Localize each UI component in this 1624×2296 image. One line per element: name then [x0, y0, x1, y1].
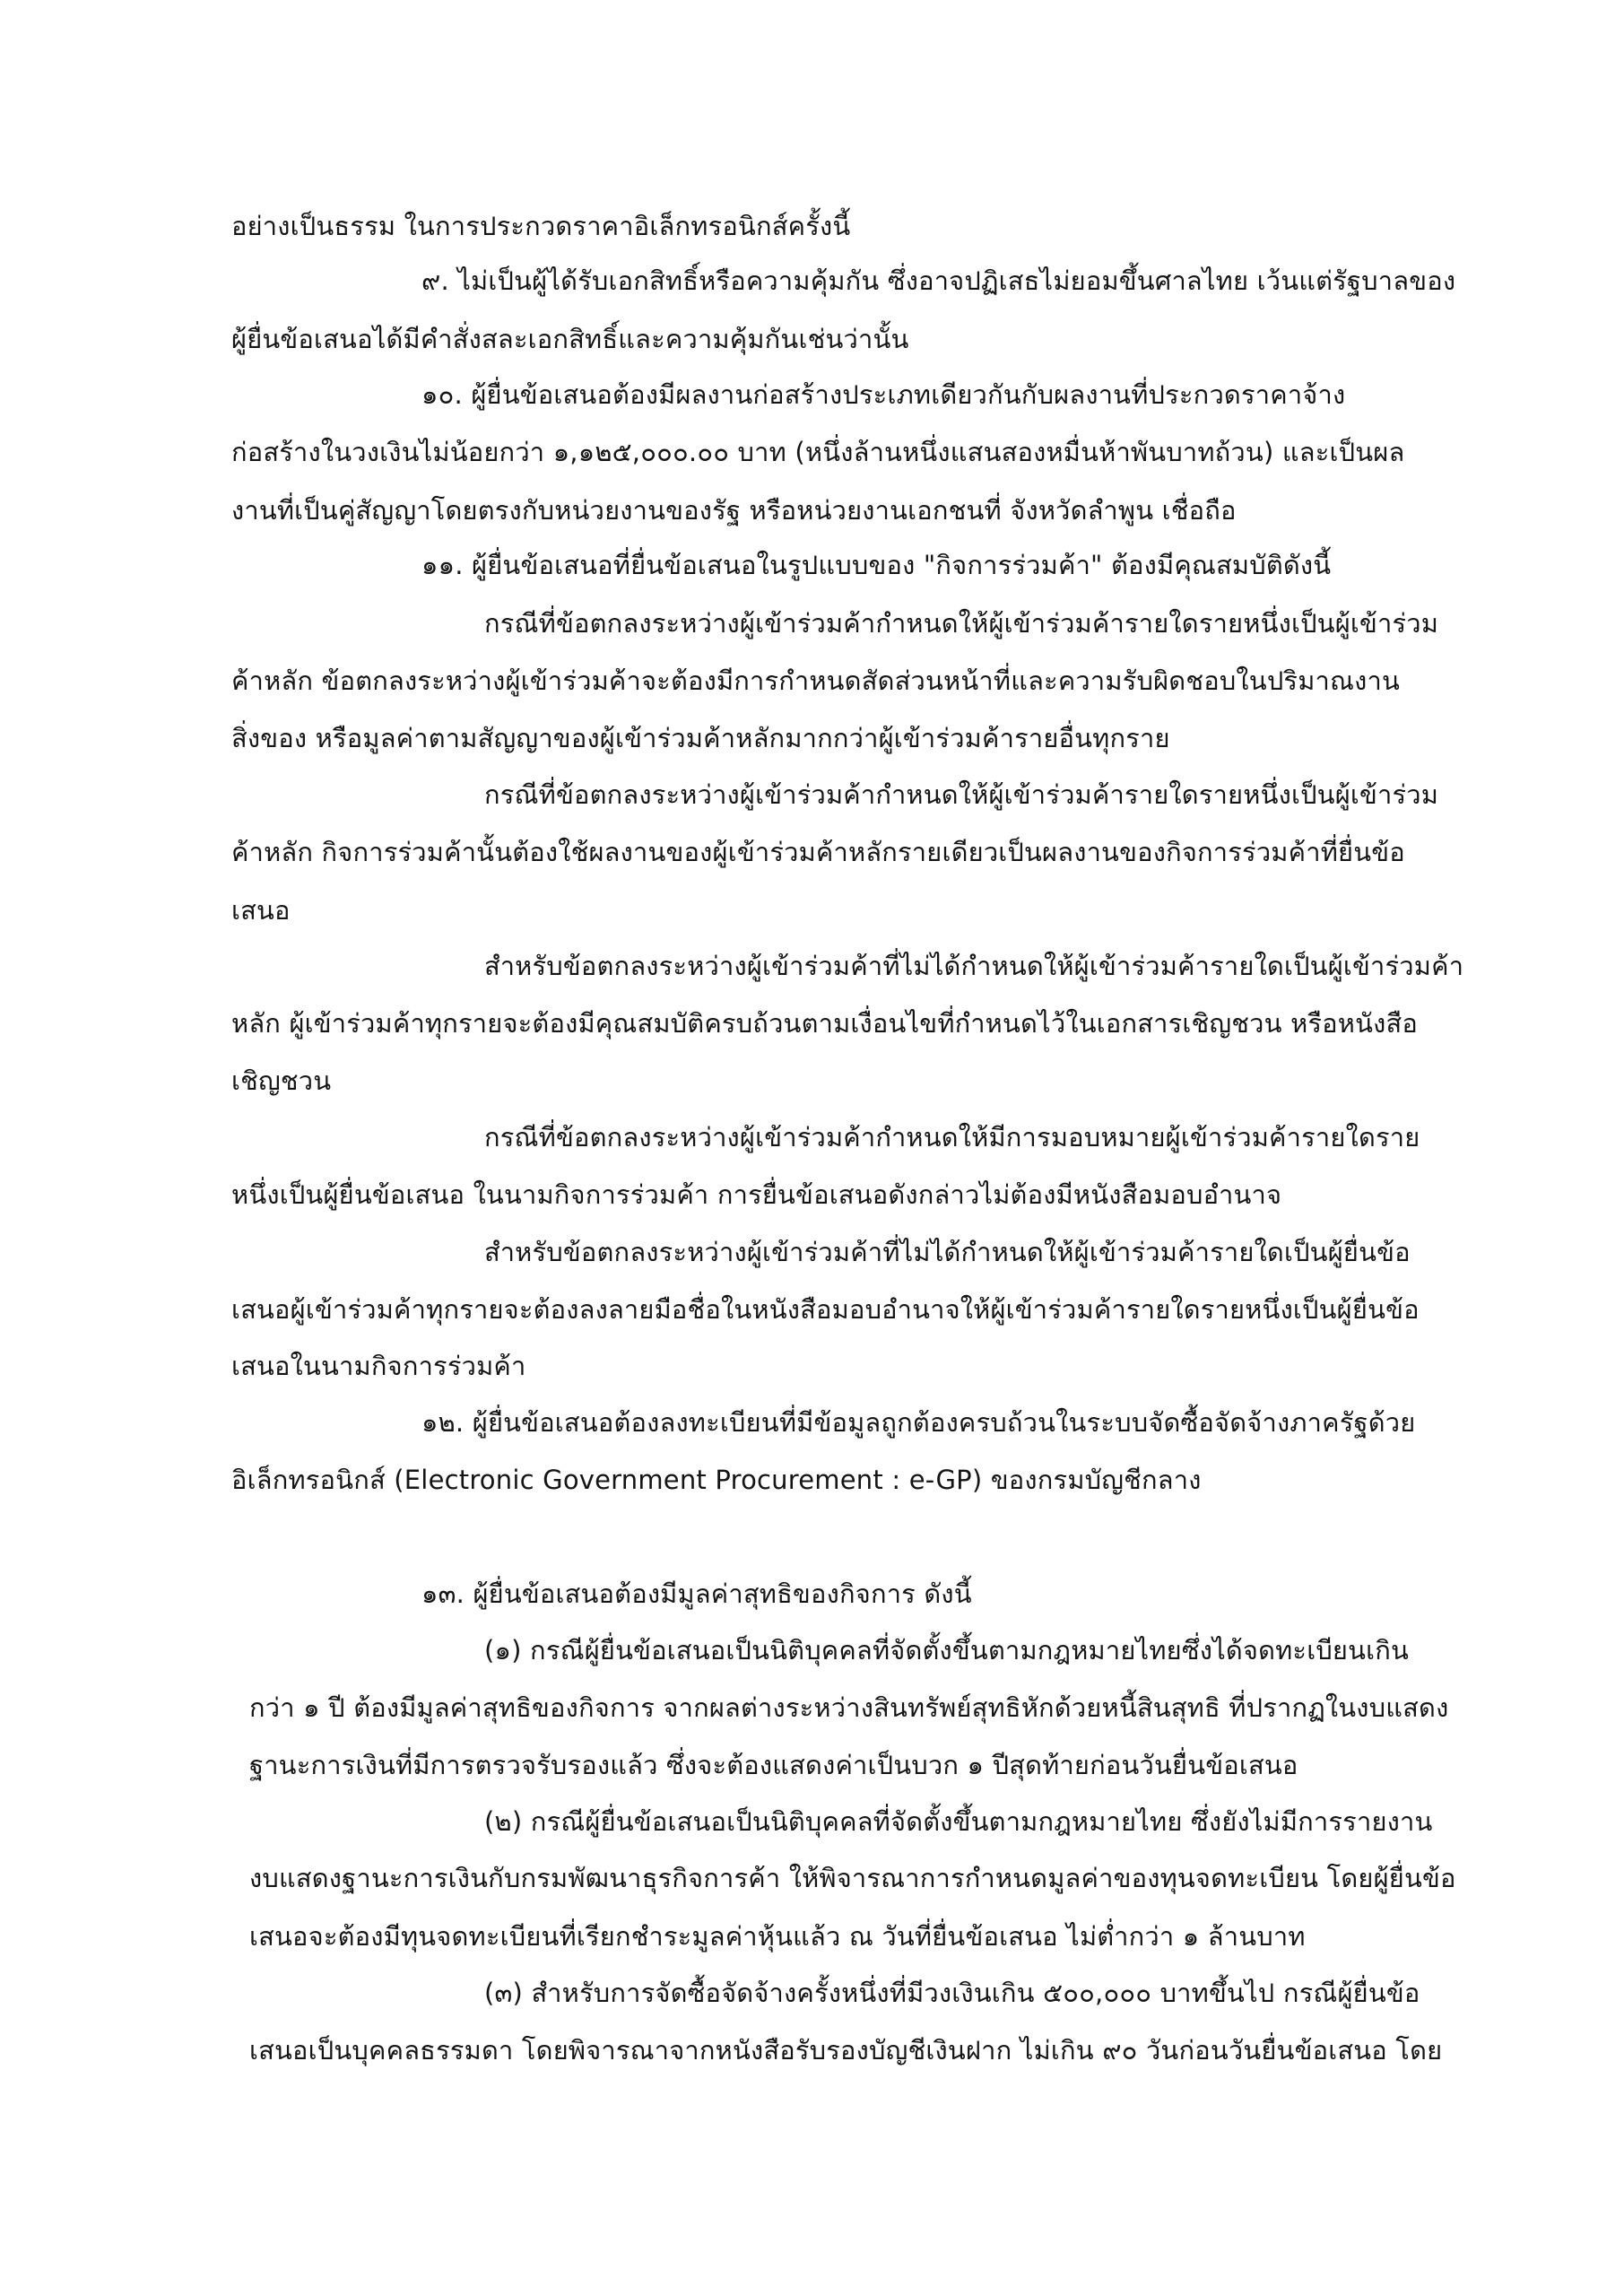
clause-11: ๑๑. ผู้ยื่นข้อเสนอที่ยื่นข้อเสนอในรูปแบบของ "กิจการร่วมค้า" ต้องมีคุณสมบัติดังนี้	[421, 550, 1332, 580]
text-line: อย่างเป็นธรรม ในการประกวดราคาอิเล็กทรอนิกส์ครั้งนี้	[231, 211, 851, 241]
text-line: หลัก ผู้เข้าร่วมค้าทุกรายจะต้องมีคุณสมบัติครบถ้วนตามเงื่อนไขที่กำหนดไว้ในเอกสารเชิญชวน หรือหนังสือ	[231, 1008, 1419, 1039]
clause-13: ๑๓. ผู้ยื่นข้อเสนอต้องมีมูลค่าสุทธิของกิจการ ดังนี้	[421, 1578, 972, 1609]
text-line: สิ่งของ หรือมูลค่าตามสัญญาของผู้เข้าร่วมค้าหลักมากกว่าผู้เข้าร่วมค้ารายอื่นทุกราย	[231, 723, 1170, 753]
text-line: เชิญชวน	[231, 1065, 332, 1096]
text-line: ก่อสร้างในวงเงินไม่น้อยกว่า ๑,๑๒๕,๐๐๐.๐๐ บาท (หนึ่งล้านหนึ่งแสนสองหมื่นห้าพันบาทถ้วน) และเป็นผล	[231, 437, 1405, 467]
clause-9: ๙. ไม่เป็นผู้ได้รับเอกสิทธิ์หรือความคุ้มกัน ซึ่งอาจปฏิเสธไม่ยอมขึ้นศาลไทย เว้นแต่รัฐบาลของ	[421, 265, 1456, 296]
text-line: สำหรับข้อตกลงระหว่างผู้เข้าร่วมค้าที่ไม่ได้กำหนดให้ผู้เข้าร่วมค้ารายใดเป็นผู้ยื่นข้อ	[484, 1237, 1411, 1267]
text-line: สำหรับข้อตกลงระหว่างผู้เข้าร่วมค้าที่ไม่ได้กำหนดให้ผู้เข้าร่วมค้ารายใดเป็นผู้เข้าร่วมค้า	[484, 951, 1464, 981]
text-line: ผู้ยื่นข้อเสนอได้มีคำสั่งสละเอกสิทธิ์และความคุ้มกันเช่นว่านั้น	[231, 324, 909, 354]
text-line: กว่า ๑ ปี ต้องมีมูลค่าสุทธิของกิจการ จากผลต่างระหว่างสินทรัพย์สุทธิหักด้วยหนี้สินสุทธิ ที่ปรากฏในงบแสดง	[249, 1692, 1449, 1723]
text-line: ค้าหลัก กิจการร่วมค้านั้นต้องใช้ผลงานของผู้เข้าร่วมค้าหลักรายเดียวเป็นผลงานของกิจการร่วมค้าที่ยื่นข้อ	[231, 837, 1405, 867]
sub-clause-1: (๑) กรณีผู้ยื่นข้อเสนอเป็นนิติบุคคลที่จัดตั้งขึ้นตามกฎหมายไทยซึ่งได้จดทะเบียนเกิน	[484, 1635, 1410, 1665]
text-line: กรณีที่ข้อตกลงระหว่างผู้เข้าร่วมค้ากำหนดให้มีการมอบหมายผู้เข้าร่วมค้ารายใดราย	[484, 1122, 1420, 1152]
text-line: กรณีที่ข้อตกลงระหว่างผู้เข้าร่วมค้ากำหนดให้ผู้เข้าร่วมค้ารายใดรายหนึ่งเป็นผู้เข้าร่วม	[484, 608, 1439, 639]
text-line: งานที่เป็นคู่สัญญาโดยตรงกับหน่วยงานของรัฐ หรือหน่วยงานเอกชนที่ จังหวัดลำพูน เชื่อถือ	[231, 495, 1237, 526]
text-line: เสนอในนามกิจการร่วมค้า	[231, 1351, 526, 1381]
text-line: อิเล็กทรอนิกส์ (Electronic Government Procurement : e-GP) ของกรมบัญชีกลาง	[231, 1465, 1202, 1495]
text-line: กรณีที่ข้อตกลงระหว่างผู้เข้าร่วมค้ากำหนดให้ผู้เข้าร่วมค้ารายใดรายหนึ่งเป็นผู้เข้าร่วม	[484, 779, 1439, 810]
sub-clause-2: (๒) กรณีผู้ยื่นข้อเสนอเป็นนิติบุคคลที่จัดตั้งขึ้นตามกฎหมายไทย ซึ่งยังไม่มีการรายงาน	[484, 1806, 1433, 1837]
text-line: เสนอเป็นบุคคลธรรมดา โดยพิจารณาจากหนังสือรับรองบัญชีเงินฝาก ไม่เกิน ๙๐ วันก่อนวันยื่นข้อเสนอ โดย	[249, 2035, 1443, 2066]
text-line: งบแสดงฐานะการเงินกับกรมพัฒนาธุรกิจการค้า ให้พิจารณาการกำหนดมูลค่าของทุนจดทะเบียน โดยผู้ยื่นข้อ	[249, 1863, 1456, 1893]
clause-12: ๑๒. ผู้ยื่นข้อเสนอต้องลงทะเบียนที่มีข้อมูลถูกต้องครบถ้วนในระบบจัดซื้อจัดจ้างภาครัฐด้วย	[421, 1407, 1416, 1438]
text-line: ค้าหลัก ข้อตกลงระหว่างผู้เข้าร่วมค้าจะต้องมีการกำหนดสัดส่วนหน้าที่และความรับผิดชอบในปริมาณงาน	[231, 665, 1400, 696]
text-line: เสนอจะต้องมีทุนจดทะเบียนที่เรียกชำระมูลค่าหุ้นแล้ว ณ วันที่ยื่นข้อเสนอ ไม่ต่ำกว่า ๑ ล้านบาท	[249, 1921, 1306, 1952]
text-line: หนึ่งเป็นผู้ยื่นข้อเสนอ ในนามกิจการร่วมค้า การยื่นข้อเสนอดังกล่าวไม่ต้องมีหนังสือมอบอำนาจ	[231, 1179, 1282, 1210]
text-line: เสนอ	[231, 895, 291, 926]
sub-clause-3: (๓) สำหรับการจัดซื้อจัดจ้างครั้งหนึ่งที่มีวงเงินเกิน ๕๐๐,๐๐๐ บาทขึ้นไป กรณีผู้ยื่นข้อ	[484, 1978, 1420, 2008]
clause-10: ๑๐. ผู้ยื่นข้อเสนอต้องมีผลงานก่อสร้างประเภทเดียวกันกับผลงานที่ประกวดราคาจ้าง	[421, 379, 1346, 410]
text-line: เสนอผู้เข้าร่วมค้าทุกรายจะต้องลงลายมือชื่อในหนังสือมอบอำนาจให้ผู้เข้าร่วมค้ารายใดรายหนึ่งเป็นผู้ยื่นข้อ	[231, 1294, 1420, 1325]
text-line: ฐานะการเงินที่มีการตรวจรับรองแล้ว ซึ่งจะต้องแสดงค่าเป็นบวก ๑ ปีสุดท้ายก่อนวันยื่นข้อเสนอ	[249, 1750, 1298, 1780]
